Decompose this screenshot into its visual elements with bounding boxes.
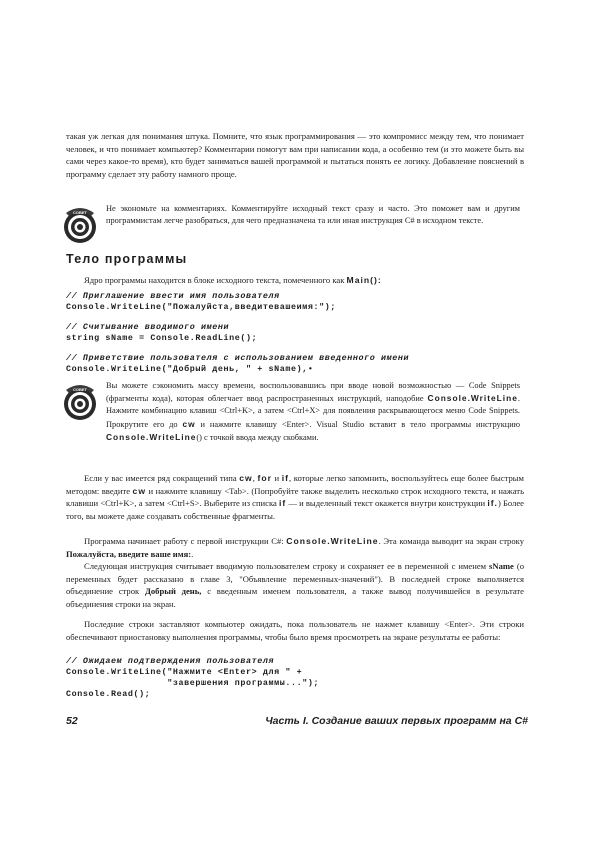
- section-title: Тело программы: [66, 252, 188, 266]
- code-line: "завершения программы...");: [66, 678, 320, 688]
- tip-icon-label: СОВЕТ: [73, 387, 87, 392]
- tip-text: Вы можете сэкономить массу времени, воспользовавшись при вводе новой возможностью — Code Snippets (фрагменты кода), которая облегчает ввод распространенных инструкций, наподобие Console.WriteLine. Нажмите комбинацию клавиш <Ctrl+K>, а затем <Ctrl+X> для появления раскрывающегося меню Code Snippets. Прокрутите его до cw и нажмите клавишу <Enter>. Visual Studio вставит в тело программы инструкцию Console.WriteLine() с точкой ввода между скобками.: [106, 381, 521, 442]
- tip-icon: [62, 380, 98, 422]
- paragraph-shortcuts: Если у вас имеется ряд сокращений типа cw, for и if, которые легко запомнить, воспользуйтесь еще более быстрым методом: введите cw и нажмите клавишу <Tab>. (Попробуйте также выделить несколько строк исходного текста, и нажать клавиши <Ctrl+K>, а затем <Ctrl+S>. Выберите из списка if — и выделенный текст окажется внутри конструкции if.) Более того, вы можете даже создавать собственные фрагменты.: [66, 473, 524, 521]
- page-footer: [66, 715, 528, 731]
- code-block-read: [66, 322, 536, 344]
- page-number: 52: [66, 715, 78, 727]
- code-line: Console.WriteLine("Пожалуйста,введитевашеимя:");: [66, 302, 337, 312]
- code-line: Console.Read();: [66, 689, 151, 699]
- paragraph-next-instruction: Следующая инструкция считывает вводимую пользователем строку и сохраняет ее в переменной с именем sName (о переменных будет рассказано в главе 3, "Объявление переменных-значений"). В последней строке выполняется объединение строк Добрый день, с введенным именем пользователя, а также вывод получившейся в результате объединения строки на экран.: [66, 561, 524, 609]
- code-block-greet: [66, 353, 536, 375]
- code-block-prompt: [66, 291, 536, 313]
- running-title: Часть I. Создание ваших первых программ на C#: [265, 715, 528, 727]
- code-comment: // Ожидаем подтверждения пользователя: [66, 656, 275, 666]
- code-comment: // Приглашение ввести имя пользователя: [66, 291, 280, 301]
- code-block-wait: [66, 656, 536, 700]
- code-comment: // Приветствие пользователя с использованием введенного имени: [66, 353, 410, 363]
- tip-note-snippets: [62, 380, 532, 460]
- code-line: Console.WriteLine("Нажмите <Enter> для " +: [66, 667, 303, 677]
- paragraph-comments: такая уж легкая для понимания штука. Помните, что язык программирования — это компромисс между тем, что понимает человек, и что понимает компьютер? Комментарии помогут вам при написании кода, а особенно тем (и это можете быть вы сами через какое-то время), кто будет заниматься вашей программой и пытаться понять ее логику. Добавление пояснений в программу сделает эту работу намного проще.: [66, 131, 524, 179]
- keyword-main: Main():: [346, 275, 382, 285]
- tip-icon-label: СОВЕТ: [73, 210, 87, 215]
- code-line: Console.WriteLine("Добрый день, " + sName),•: [66, 364, 314, 374]
- tip-note-comments: [62, 203, 532, 253]
- paragraph-last-lines: Последние строки заставляют компьютер ожидать, пока пользователь не нажмет клавишу <Enter>. Эти строки обеспечивают приостановку выполнения программы, чтобы было время просмотреть на экране результаты ее работы:: [66, 619, 524, 642]
- code-line: string sName = Console.ReadLine();: [66, 333, 258, 343]
- paragraph-first-instruction: Программа начинает работу с первой инструкции C#: Console.WriteLine. Эта команда выводит на экран строку Пожалуйста, введите ваше имя:.: [66, 536, 524, 559]
- paragraph-intro: Ядро программы находится в блоке исходного текста, помеченного как Main():: [84, 275, 382, 285]
- tip-text: Не экономьте на комментариях. Комментируйте исходный текст сразу и часто. Это поможет вам и другим программистам легче разобраться, для чего предназначена та или иная инструкция C# в исходном тексте.: [106, 204, 520, 225]
- code-comment: // Считывание вводимого имени: [66, 322, 230, 332]
- tip-icon: [62, 203, 98, 245]
